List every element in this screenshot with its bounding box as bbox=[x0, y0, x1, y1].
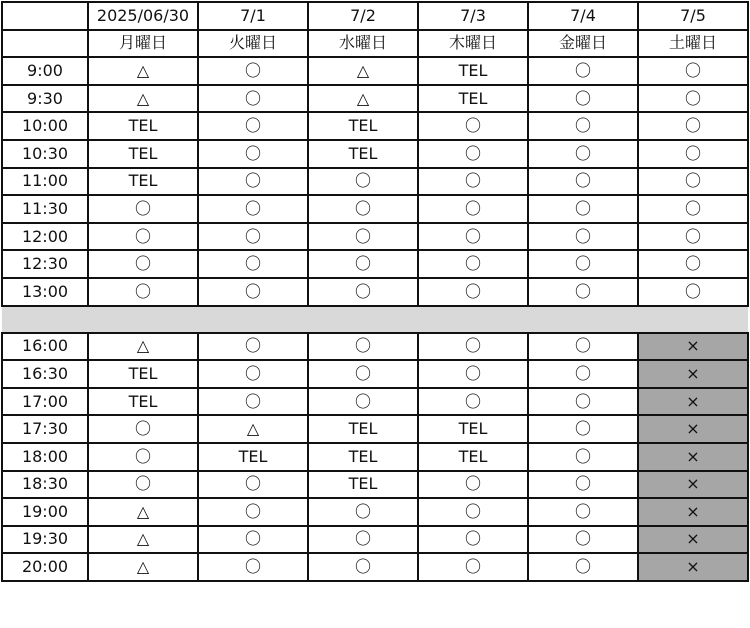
weekday-header: 月曜日 bbox=[88, 30, 198, 58]
slot-available: 〇 bbox=[198, 333, 308, 361]
slot-tel: TEL bbox=[198, 443, 308, 471]
slot-available: 〇 bbox=[88, 471, 198, 499]
slot-available: 〇 bbox=[418, 223, 528, 251]
slot-available: 〇 bbox=[88, 278, 198, 306]
slot-available: 〇 bbox=[418, 278, 528, 306]
slot-available: 〇 bbox=[638, 168, 748, 196]
time-row bbox=[2, 388, 748, 416]
slot-available: 〇 bbox=[528, 498, 638, 526]
slot-limited: △ bbox=[308, 85, 418, 113]
slot-available: 〇 bbox=[88, 415, 198, 443]
weekday-header: 水曜日 bbox=[308, 30, 418, 58]
slot-available: 〇 bbox=[308, 250, 418, 278]
slot-available: 〇 bbox=[308, 388, 418, 416]
slot-available: 〇 bbox=[418, 360, 528, 388]
weekday-header: 木曜日 bbox=[418, 30, 528, 58]
time-row bbox=[2, 140, 748, 168]
slot-available: 〇 bbox=[418, 195, 528, 223]
slot-tel: TEL bbox=[88, 388, 198, 416]
slot-closed: × bbox=[638, 526, 748, 554]
weekday-header: 土曜日 bbox=[638, 30, 748, 58]
slot-closed: × bbox=[638, 415, 748, 443]
slot-available: 〇 bbox=[638, 140, 748, 168]
time-row bbox=[2, 443, 748, 471]
time-label: 19:00 bbox=[2, 498, 88, 526]
slot-limited: △ bbox=[88, 553, 198, 581]
slot-available: 〇 bbox=[308, 223, 418, 251]
time-label: 16:00 bbox=[2, 333, 88, 361]
slot-available: 〇 bbox=[418, 526, 528, 554]
slot-tel: TEL bbox=[418, 57, 528, 85]
slot-available: 〇 bbox=[528, 195, 638, 223]
slot-available: 〇 bbox=[528, 526, 638, 554]
time-label: 17:30 bbox=[2, 415, 88, 443]
slot-available: 〇 bbox=[198, 526, 308, 554]
slot-tel: TEL bbox=[308, 140, 418, 168]
time-row bbox=[2, 223, 748, 251]
corner-cell bbox=[2, 30, 88, 58]
time-label: 18:30 bbox=[2, 471, 88, 499]
slot-available: 〇 bbox=[638, 250, 748, 278]
slot-tel: TEL bbox=[88, 360, 198, 388]
slot-closed: × bbox=[638, 333, 748, 361]
slot-tel: TEL bbox=[88, 140, 198, 168]
time-row bbox=[2, 195, 748, 223]
slot-available: 〇 bbox=[418, 388, 528, 416]
slot-tel: TEL bbox=[308, 112, 418, 140]
time-row bbox=[2, 85, 748, 113]
slot-available: 〇 bbox=[638, 85, 748, 113]
time-label: 9:00 bbox=[2, 57, 88, 85]
slot-available: 〇 bbox=[198, 250, 308, 278]
date-header: 7/4 bbox=[528, 2, 638, 30]
slot-available: 〇 bbox=[638, 278, 748, 306]
slot-closed: × bbox=[638, 498, 748, 526]
weekday-header-row bbox=[2, 30, 748, 58]
slot-available: 〇 bbox=[528, 553, 638, 581]
slot-available: 〇 bbox=[638, 57, 748, 85]
time-row bbox=[2, 360, 748, 388]
slot-available: 〇 bbox=[528, 333, 638, 361]
slot-available: 〇 bbox=[198, 57, 308, 85]
slot-available: 〇 bbox=[528, 443, 638, 471]
slot-closed: × bbox=[638, 360, 748, 388]
break-row bbox=[2, 306, 748, 333]
slot-limited: △ bbox=[308, 57, 418, 85]
slot-available: 〇 bbox=[528, 471, 638, 499]
time-row bbox=[2, 278, 748, 306]
schedule-body bbox=[2, 2, 748, 581]
break-band bbox=[2, 306, 748, 333]
slot-available: 〇 bbox=[308, 278, 418, 306]
slot-available: 〇 bbox=[528, 140, 638, 168]
slot-available: 〇 bbox=[528, 388, 638, 416]
slot-available: 〇 bbox=[88, 223, 198, 251]
slot-limited: △ bbox=[88, 526, 198, 554]
slot-available: 〇 bbox=[418, 250, 528, 278]
slot-tel: TEL bbox=[308, 443, 418, 471]
slot-available: 〇 bbox=[308, 360, 418, 388]
corner-cell bbox=[2, 2, 88, 30]
slot-tel: TEL bbox=[88, 112, 198, 140]
slot-available: 〇 bbox=[308, 553, 418, 581]
date-header: 7/2 bbox=[308, 2, 418, 30]
time-label: 18:00 bbox=[2, 443, 88, 471]
time-label: 20:00 bbox=[2, 553, 88, 581]
time-label: 16:30 bbox=[2, 360, 88, 388]
slot-available: 〇 bbox=[418, 140, 528, 168]
slot-closed: × bbox=[638, 471, 748, 499]
slot-tel: TEL bbox=[308, 415, 418, 443]
time-label: 10:00 bbox=[2, 112, 88, 140]
weekday-header: 火曜日 bbox=[198, 30, 308, 58]
time-row bbox=[2, 498, 748, 526]
slot-limited: △ bbox=[88, 57, 198, 85]
slot-available: 〇 bbox=[308, 168, 418, 196]
slot-available: 〇 bbox=[418, 112, 528, 140]
slot-available: 〇 bbox=[198, 360, 308, 388]
time-label: 11:30 bbox=[2, 195, 88, 223]
slot-available: 〇 bbox=[638, 195, 748, 223]
time-row bbox=[2, 112, 748, 140]
time-label: 11:00 bbox=[2, 168, 88, 196]
date-header: 2025/06/30 bbox=[88, 2, 198, 30]
schedule-table bbox=[1, 1, 749, 582]
date-header: 7/3 bbox=[418, 2, 528, 30]
slot-limited: △ bbox=[88, 333, 198, 361]
slot-available: 〇 bbox=[638, 223, 748, 251]
time-label: 12:00 bbox=[2, 223, 88, 251]
slot-available: 〇 bbox=[198, 471, 308, 499]
slot-available: 〇 bbox=[308, 526, 418, 554]
time-label: 9:30 bbox=[2, 85, 88, 113]
slot-closed: × bbox=[638, 388, 748, 416]
time-row bbox=[2, 415, 748, 443]
time-label: 10:30 bbox=[2, 140, 88, 168]
slot-available: 〇 bbox=[418, 553, 528, 581]
slot-available: 〇 bbox=[308, 498, 418, 526]
slot-available: 〇 bbox=[418, 333, 528, 361]
time-row bbox=[2, 57, 748, 85]
slot-available: 〇 bbox=[198, 553, 308, 581]
slot-available: 〇 bbox=[528, 360, 638, 388]
slot-available: 〇 bbox=[528, 57, 638, 85]
slot-available: 〇 bbox=[528, 112, 638, 140]
date-header: 7/5 bbox=[638, 2, 748, 30]
slot-limited: △ bbox=[88, 498, 198, 526]
slot-available: 〇 bbox=[198, 140, 308, 168]
slot-closed: × bbox=[638, 553, 748, 581]
slot-available: 〇 bbox=[198, 388, 308, 416]
slot-tel: TEL bbox=[308, 471, 418, 499]
slot-tel: TEL bbox=[418, 443, 528, 471]
time-row bbox=[2, 553, 748, 581]
slot-available: 〇 bbox=[528, 223, 638, 251]
slot-available: 〇 bbox=[308, 195, 418, 223]
slot-available: 〇 bbox=[528, 250, 638, 278]
slot-available: 〇 bbox=[528, 85, 638, 113]
slot-tel: TEL bbox=[418, 415, 528, 443]
slot-available: 〇 bbox=[88, 250, 198, 278]
slot-available: 〇 bbox=[198, 278, 308, 306]
slot-tel: TEL bbox=[88, 168, 198, 196]
time-row bbox=[2, 333, 748, 361]
slot-closed: × bbox=[638, 443, 748, 471]
time-row bbox=[2, 471, 748, 499]
time-row bbox=[2, 168, 748, 196]
slot-available: 〇 bbox=[528, 415, 638, 443]
slot-available: 〇 bbox=[198, 85, 308, 113]
slot-available: 〇 bbox=[198, 112, 308, 140]
weekday-header: 金曜日 bbox=[528, 30, 638, 58]
slot-available: 〇 bbox=[418, 471, 528, 499]
time-row bbox=[2, 250, 748, 278]
slot-available: 〇 bbox=[308, 333, 418, 361]
time-label: 13:00 bbox=[2, 278, 88, 306]
slot-available: 〇 bbox=[638, 112, 748, 140]
date-header: 7/1 bbox=[198, 2, 308, 30]
slot-available: 〇 bbox=[528, 278, 638, 306]
slot-available: 〇 bbox=[198, 195, 308, 223]
time-label: 19:30 bbox=[2, 526, 88, 554]
slot-limited: △ bbox=[198, 415, 308, 443]
slot-limited: △ bbox=[88, 85, 198, 113]
slot-available: 〇 bbox=[198, 223, 308, 251]
time-label: 12:30 bbox=[2, 250, 88, 278]
date-header-row bbox=[2, 2, 748, 30]
slot-available: 〇 bbox=[418, 168, 528, 196]
slot-available: 〇 bbox=[198, 168, 308, 196]
slot-available: 〇 bbox=[418, 498, 528, 526]
time-row bbox=[2, 526, 748, 554]
slot-available: 〇 bbox=[88, 443, 198, 471]
slot-available: 〇 bbox=[88, 195, 198, 223]
time-label: 17:00 bbox=[2, 388, 88, 416]
slot-available: 〇 bbox=[198, 498, 308, 526]
slot-tel: TEL bbox=[418, 85, 528, 113]
slot-available: 〇 bbox=[528, 168, 638, 196]
